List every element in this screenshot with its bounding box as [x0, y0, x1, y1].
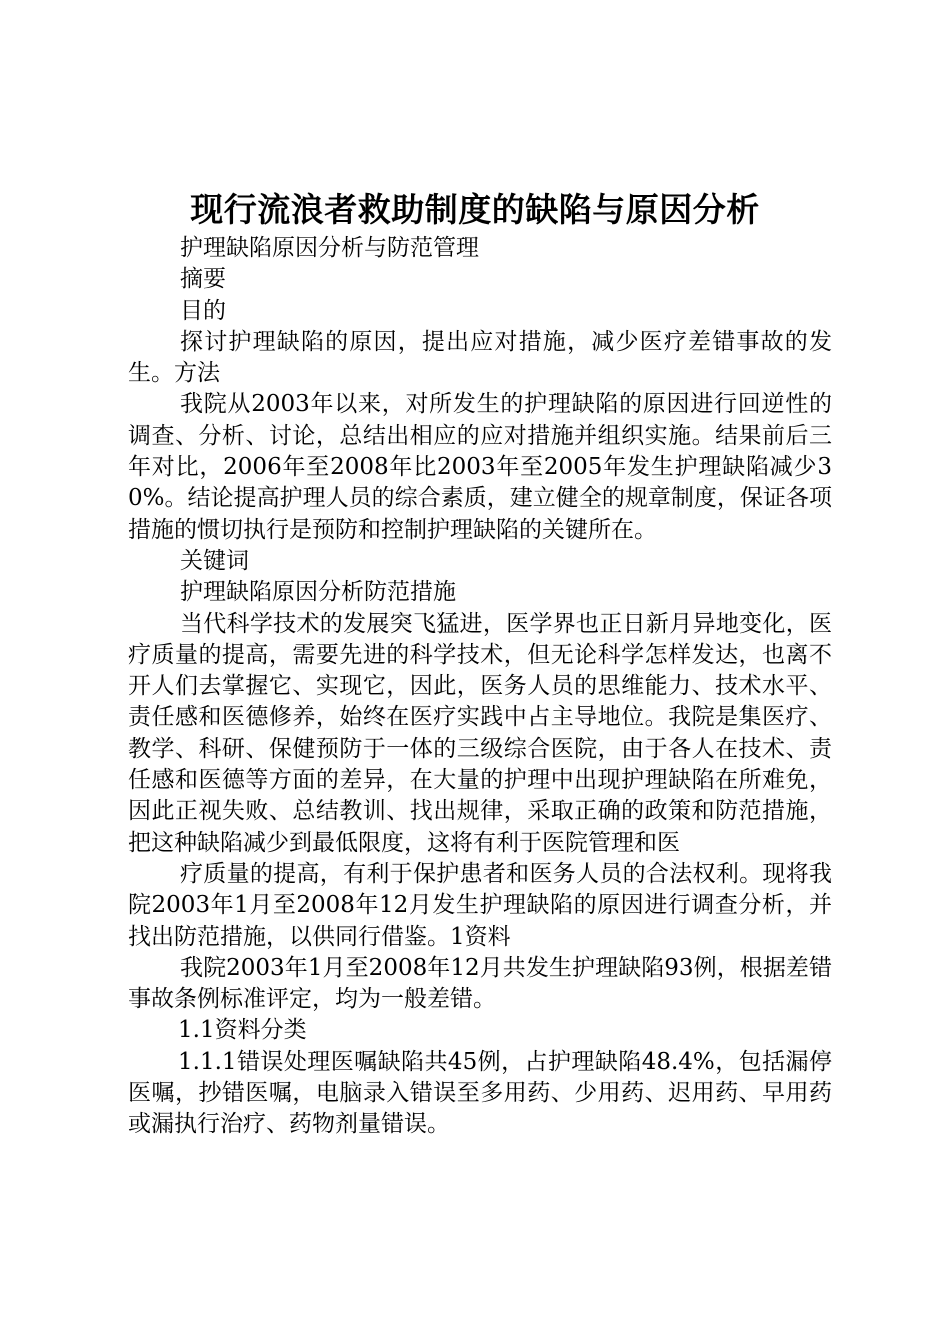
objective-paragraph: 探讨护理缺陷的原因，提出应对措施，减少医疗差错事故的发生。方法 — [128, 328, 832, 387]
materials-paragraph: 我院2003年1月至2008年12月共发生护理缺陷93例，根据差错事故条例标准评定，均为一般差错。 — [128, 954, 832, 1013]
introduction-paragraph: 当代科学技术的发展突飞猛进，医学界也正日新月异地变化，医疗质量的提高，需要先进的科学技术，但无论科学怎样发达，也离不开人们去掌握它、实现它，因此，医务人员的思维能力、技术水平、责任感和医德修养，始终在医疗实践中占主导地位。我院是集医疗、教学、科研、保健预防于一体的三级综合医院，由于各人在技术、责任感和医德等方面的差异，在大量的护理中出现护理缺陷在所难免，因此正视失败、总结教训、找出规律，采取正确的政策和防范措施，把这种缺陷减少到最低限度，这将有利于医院管理和医 — [128, 610, 832, 856]
document-body — [128, 233, 832, 1141]
keywords-heading: 关键词 — [180, 547, 249, 574]
abstract-heading: 摘要 — [180, 266, 226, 293]
method-paragraph: 我院从2003年以来，对所发生的护理缺陷的原因进行回逆性的调查、分析、讨论，总结出相应的应对措施并组织实施。结果前后三年对比，2006年至2008年比2003年至2005年发生护理缺陷减少30%。结论提高护理人员的综合素质，建立健全的规章制度，保证各项措施的惯切执行是预防和控制护理缺陷的关键所在。 — [128, 391, 832, 543]
subtitle-paragraph: 护理缺陷原因分析与防范管理 — [180, 235, 479, 261]
section-paragraph-1-1-1: 1.1.1错误处理医嘱缺陷共45例，占护理缺陷48.4%，包括漏停医嘱，抄错医嘱，电脑录入错误至多用药、少用药、迟用药、早用药或漏执行治疗、药物剂量错误。 — [128, 1048, 832, 1138]
document-title: 现行流浪者救助制度的缺陷与原因分析 — [190, 190, 760, 229]
keywords-paragraph: 护理缺陷原因分析防范措施 — [180, 579, 456, 606]
section-heading-1-1: 1.1资料分类 — [178, 1017, 307, 1044]
introduction-continued-paragraph: 疗质量的提高，有利于保护患者和医务人员的合法权利。现将我院2003年1月至2008年12月发生护理缺陷的原因进行调查分析，并找出防范措施，以供同行借鉴。1资料 — [128, 860, 832, 950]
objective-heading: 目的 — [180, 297, 226, 324]
